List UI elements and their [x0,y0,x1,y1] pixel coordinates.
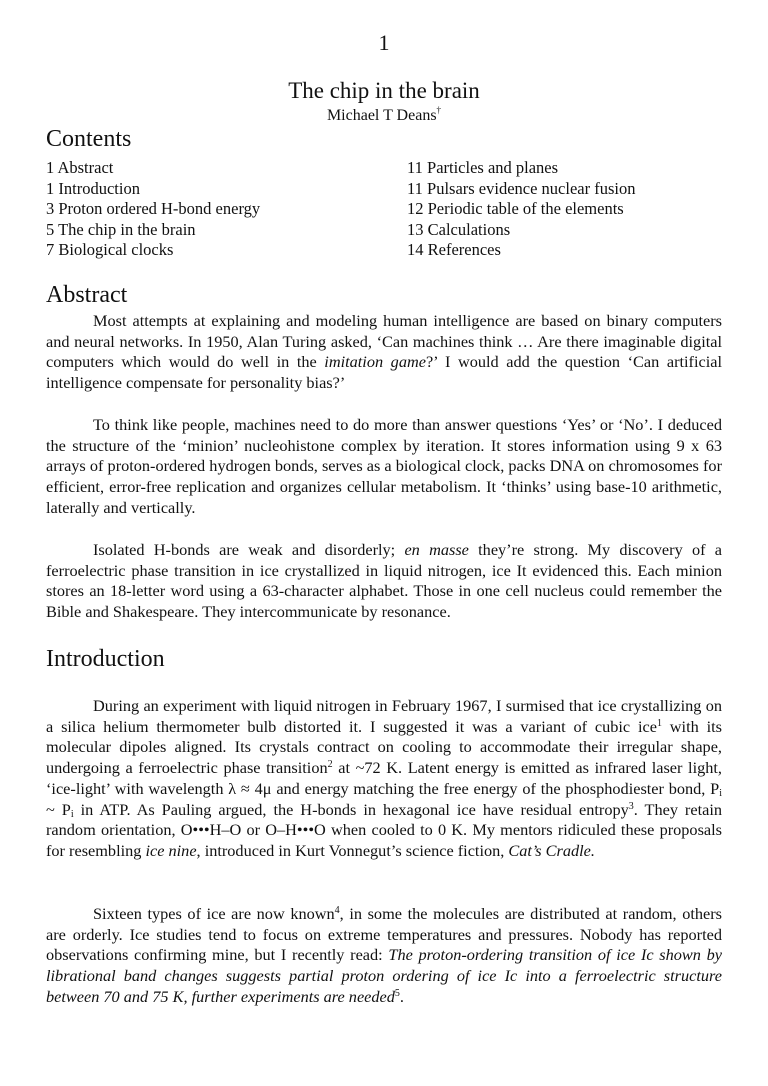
italic-text: Cat’s Cradle. [508,840,595,860]
reference-marker[interactable]: 4 [334,905,340,916]
introduction-paragraph-2 [46,904,722,1008]
text-run: Isolated H-bonds are weak and disorderly; [93,540,405,559]
abstract-paragraph-3 [46,540,722,623]
text-run: with its molecular dipoles aligned. Its crystals contract on cooling to accommodate their irregular shape, undergoing a ferroelectric phase transition [46,716,722,778]
toc-column-right [407,158,636,261]
toc-item[interactable]: 14 References [407,240,501,260]
italic-text: en masse [404,540,469,559]
toc-item[interactable]: 13 Calculations [407,219,511,239]
contents-heading: Contents [46,126,132,152]
author-footnote-mark: † [436,105,442,115]
text-run: ?’ I would add the question ‘Can artificial intelligence compensate for personality bias?’ [46,352,722,393]
toc-item[interactable]: 1 Abstract [46,158,114,177]
abstract-heading: Abstract [46,282,128,308]
text-run: Most attempts at explaining and modeling human intelligence are based on binary computers and neural networks. In 1950, Alan Turing asked, ‘Can machines think … Are there imaginable digital computers which would do well in the [46,311,722,372]
text-run: . They retain random orientation, O•••H–O or O–H•••O when cooled to 0 K. My mentors ridiculed these proposals for resembling [46,799,722,860]
abstract-paragraph-1 [46,311,722,394]
introduction-paragraph-1 [46,696,722,862]
toc-item[interactable]: 7 Biological clocks [46,240,174,260]
text-run: , introduced in Kurt Vonnegut’s science fiction, [196,840,509,860]
toc-item[interactable]: 1 Introduction [46,178,140,198]
reference-marker[interactable]: 5 [394,987,400,999]
toc-item[interactable]: 11 Particles and planes [407,158,559,177]
abstract-paragraph-2: To think like people, machines need to do more than answer questions ‘Yes’ or ‘No’. I deduced the structure of the ‘minion’ nucleohistone complex by iteration. It stores information using 9 x 63 arrays of proton-ordered hydrogen bonds, serves as a biological clock, packs DNA on chromosomes for efficient, error-free replication and organizes cellular metabolism. It ‘thinks’ using base-10 arithmetic, laterally and vertically. [46,415,722,517]
italic-text: imitation game [324,352,426,372]
toc-item[interactable]: 12 Periodic table of the elements [407,199,624,219]
introduction-heading: Introduction [46,646,165,672]
document-title: The chip in the brain [288,78,480,103]
text-run: , in some the molecules are distributed at random, others are orderly. Ice studies tend to focus on extreme temperatures and pressures. Nobody has reported observations confirming mine, but I recently read: [46,904,722,965]
italic-text: ice nine [145,840,197,860]
text-run: at ~72 K. Latent energy is emitted as infrared laser light, ‘ice-light’ with wavelength λ ≈ 4μ and energy matching the free energy of the phosphodiester bond, P [46,758,722,798]
subscript: i [719,787,722,799]
reference-marker[interactable]: 1 [656,717,662,729]
reference-marker[interactable]: 3 [628,800,634,812]
toc-item[interactable]: 5 The chip in the brain [46,219,196,239]
toc-column-left [46,158,260,261]
text-run: ~ P [46,799,71,819]
author-name: Michael T Deans [326,107,437,124]
subscript: i [70,808,74,820]
text-run: During an experiment with liquid nitrogen in February 1967, I surmised that ice crystallizing on a silica helium thermometer bulb distorted it. I suggested it was a variant of cubic ice [46,696,722,736]
toc-item[interactable]: 11 Pulsars evidence nuclear fusion [407,178,636,198]
text-run: . [399,986,404,1006]
toc-item[interactable]: 3 Proton ordered H-bond energy [46,199,261,219]
page-number: 1 [378,30,390,55]
reference-marker[interactable]: 2 [327,759,333,771]
italic-text: The proton-ordering transition of ice Ic shown by librational band changes suggests partial proton ordering of ice Ic into a ferroelectric structure between 70 and 75 K, further experiments are needed [46,945,722,1006]
text-run: they’re strong. My discovery of a ferroelectric phase transition in ice crystallized in liquid nitrogen, ice It evidenced this. Each minion stores an 18-letter word using a 63-character alphabet. Those in one cell nucleus could remember the Bible and Shakespeare. They intercommunicate by resonance. [46,540,723,622]
author-line [0,105,768,125]
text-run: Sixteen types of ice are now known [93,904,335,923]
text-run: in ATP. As Pauling argued, the H-bonds in hexagonal ice have residual entropy [73,799,629,819]
